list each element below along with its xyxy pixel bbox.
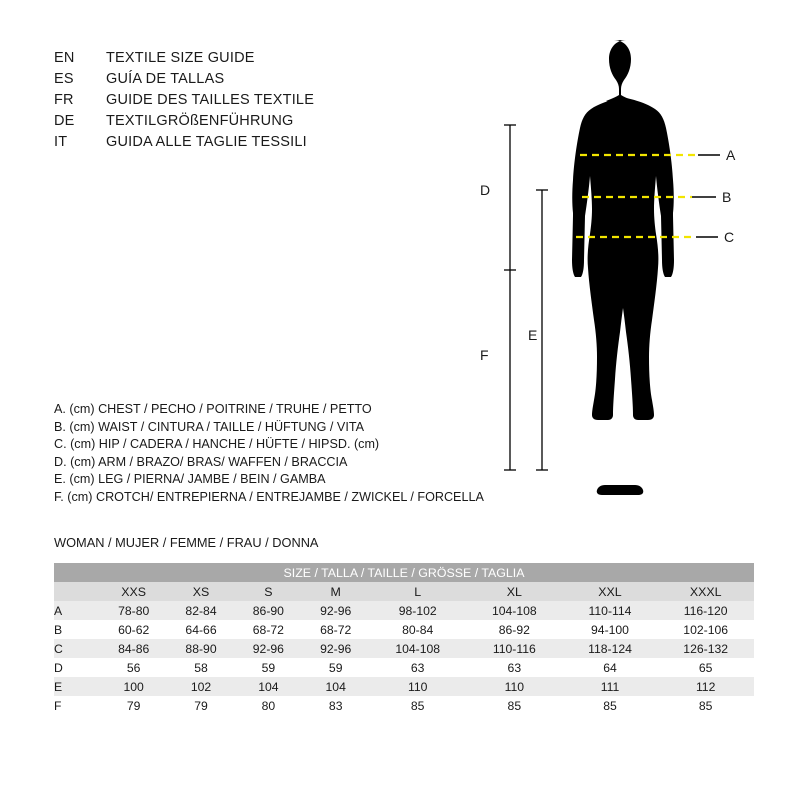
size-table: [54, 563, 754, 715]
legend-item-e: E. (cm) LEG / PIERNA/ JAMBE / BEIN / GAMBA: [54, 472, 326, 486]
language-code-it: IT: [54, 134, 68, 150]
table-row: [54, 677, 754, 696]
gender-line: WOMAN / MUJER / FEMME / FRAU / DONNA: [54, 535, 319, 550]
legend-item-b: B. (cm) WAIST / CINTURA / TAILLE / HÜFTUNG / VITA: [54, 419, 364, 434]
language-code-en: EN: [54, 50, 75, 66]
cell-c-xxxl: 126-132: [657, 639, 754, 658]
title-text-it: GUIDA ALLE TAGLIE TESSILI: [106, 134, 307, 150]
cell-e-m: 104: [302, 677, 369, 696]
table-title: SIZE / TALLA / TAILLE / GRÖSSE / TAGLIA: [54, 563, 754, 582]
cell-b-xs: 64-66: [167, 620, 234, 639]
cell-d-s: 59: [235, 658, 302, 677]
measure-bracket-e: [536, 190, 548, 470]
table-header-xxs: XXS: [100, 582, 167, 601]
cell-c-xxs: 84-86: [100, 639, 167, 658]
cell-b-m: 68-72: [302, 620, 369, 639]
measure-label-a: A: [726, 147, 736, 163]
measure-label-b: B: [722, 189, 732, 205]
table-title-row: [54, 563, 754, 582]
measurement-legend: [54, 401, 534, 506]
cell-c-l: 104-108: [369, 639, 466, 658]
cell-e-l: 110: [369, 677, 466, 696]
cell-e-s: 104: [235, 677, 302, 696]
language-code-fr: FR: [54, 92, 74, 108]
cell-d-xxxl: 65: [657, 658, 754, 677]
table-row: [54, 696, 754, 715]
table-row: [54, 658, 754, 677]
cell-f-xs: 79: [167, 696, 234, 715]
cell-a-xxs: 78-80: [100, 601, 167, 620]
title-row-de: [54, 113, 474, 134]
cell-c-xxl: 118-124: [563, 639, 658, 658]
cell-b-xxl: 94-100: [563, 620, 658, 639]
table-header-m: M: [302, 582, 369, 601]
row-label-a: A: [54, 601, 100, 620]
cell-d-l: 63: [369, 658, 466, 677]
row-label-b: B: [54, 620, 100, 639]
cell-e-xl: 110: [466, 677, 563, 696]
cell-d-xs: 58: [167, 658, 234, 677]
cell-a-xs: 82-84: [167, 601, 234, 620]
cell-f-xxxl: 85: [657, 696, 754, 715]
cell-d-m: 59: [302, 658, 369, 677]
title-text-es: GUÍA DE TALLAS: [106, 71, 225, 87]
cell-a-l: 98-102: [369, 601, 466, 620]
row-label-e: E: [54, 677, 100, 696]
cell-c-xs: 88-90: [167, 639, 234, 658]
size-table-wrap: [54, 563, 754, 715]
table-row: [54, 639, 754, 658]
language-code-es: ES: [54, 71, 74, 87]
cell-a-xxl: 110-114: [563, 601, 658, 620]
table-header-xxxl: XXXL: [657, 582, 754, 601]
cell-b-l: 80-84: [369, 620, 466, 639]
table-row: [54, 620, 754, 639]
cell-b-xxxl: 102-106: [657, 620, 754, 639]
title-text-fr: GUIDE DES TAILLES TEXTILE: [106, 92, 315, 108]
cell-b-xl: 86-92: [466, 620, 563, 639]
measure-label-d: D: [480, 182, 491, 198]
cell-d-xxl: 64: [563, 658, 658, 677]
legend-item-a: A. (cm) CHEST / PECHO / POITRINE / TRUHE / PETTO: [54, 402, 372, 416]
title-text-en: TEXTILE SIZE GUIDE: [106, 50, 255, 66]
cell-d-xl: 63: [466, 658, 563, 677]
cell-b-s: 68-72: [235, 620, 302, 639]
cell-e-xs: 102: [167, 677, 234, 696]
measure-label-e: E: [528, 327, 538, 343]
row-label-d: D: [54, 658, 100, 677]
cell-c-xl: 110-116: [466, 639, 563, 658]
cell-f-s: 80: [235, 696, 302, 715]
cell-f-l: 85: [369, 696, 466, 715]
title-row-es: [54, 71, 474, 92]
table-header-s: S: [235, 582, 302, 601]
row-label-f: F: [54, 696, 100, 715]
title-block: [54, 50, 474, 155]
table-row: [54, 601, 754, 620]
measure-label-c: C: [724, 229, 735, 245]
cell-a-xxxl: 116-120: [657, 601, 754, 620]
table-header-blank: [54, 582, 100, 601]
cell-a-xl: 104-108: [466, 601, 563, 620]
title-row-it: [54, 134, 474, 155]
table-header-l: L: [369, 582, 466, 601]
cell-a-m: 92-96: [302, 601, 369, 620]
cell-e-xxxl: 112: [657, 677, 754, 696]
language-code-de: DE: [54, 113, 75, 129]
table-header-row: [54, 582, 754, 601]
legend-item-d: D. (cm) ARM / BRAZO/ BRAS/ WAFFEN / BRACCIA: [54, 454, 348, 469]
title-row-fr: [54, 92, 474, 113]
cell-c-s: 92-96: [235, 639, 302, 658]
silhouette-shape: [572, 40, 674, 495]
cell-e-xxs: 100: [100, 677, 167, 696]
measure-label-f: F: [480, 347, 489, 363]
measure-bracket-d: [504, 125, 516, 270]
table-header-xs: XS: [167, 582, 234, 601]
cell-a-s: 86-90: [235, 601, 302, 620]
cell-b-xxs: 60-62: [100, 620, 167, 639]
cell-f-m: 83: [302, 696, 369, 715]
title-row-en: [54, 50, 474, 71]
cell-f-xxl: 85: [563, 696, 658, 715]
legend-item-c: C. (cm) HIP / CADERA / HANCHE / HÜFTE / HIPSD. (cm): [54, 437, 380, 451]
table-header-xxl: XXL: [563, 582, 658, 601]
cell-f-xxs: 79: [100, 696, 167, 715]
cell-c-m: 92-96: [302, 639, 369, 658]
table-header-xl: XL: [466, 582, 563, 601]
legend-item-f: F. (cm) CROTCH/ ENTREPIERNA / ENTREJAMBE / ZWICKEL / FORCELLA: [54, 489, 484, 504]
cell-e-xxl: 111: [563, 677, 658, 696]
cell-d-xxs: 56: [100, 658, 167, 677]
title-text-de: TEXTILGRÖßENFÜHRUNG: [106, 113, 294, 129]
row-label-c: C: [54, 639, 100, 658]
cell-f-xl: 85: [466, 696, 563, 715]
